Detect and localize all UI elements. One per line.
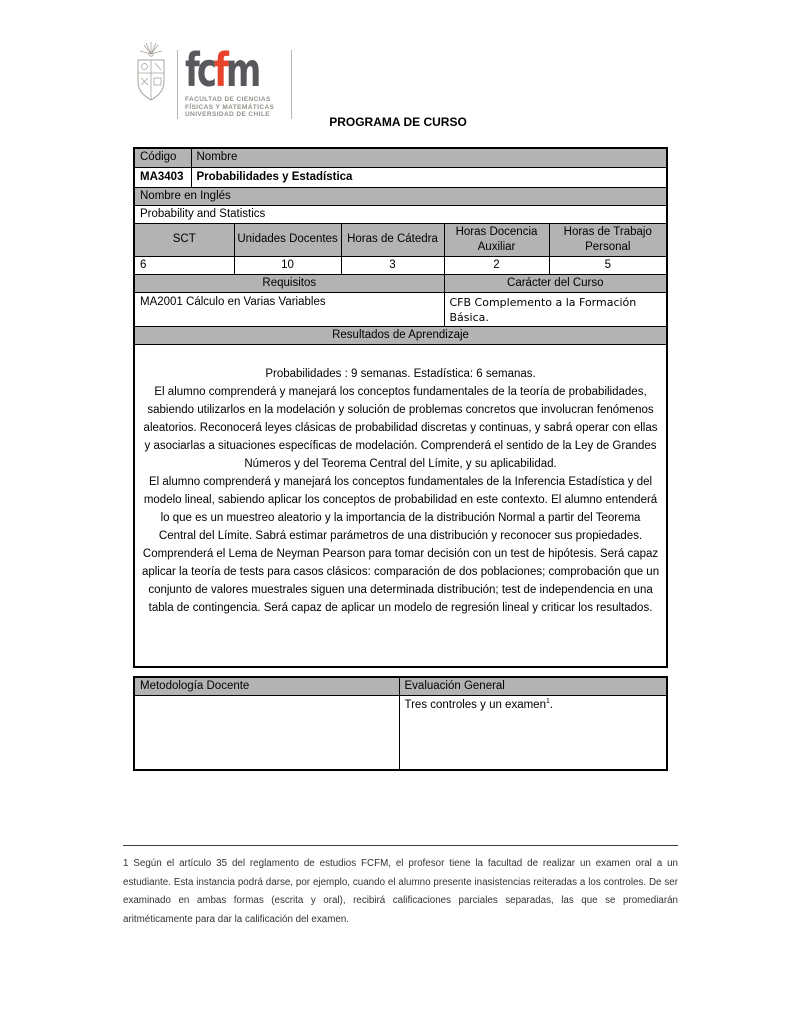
codigo-value: MA3403 xyxy=(134,167,191,187)
hours-header-row xyxy=(134,223,667,256)
metodologia-value xyxy=(134,696,399,770)
caracter-value: CFB Complemento a la Formación Básica. xyxy=(444,292,667,326)
requisitos-value-row xyxy=(134,292,667,326)
requisitos-header-row xyxy=(134,274,667,292)
evaluacion-period: . xyxy=(549,699,554,711)
requisitos-value: MA2001 Cálculo en Varias Variables xyxy=(134,292,444,326)
horas-catedra-header: Horas de Cátedra xyxy=(341,223,444,256)
nombre-ingles-value: Probability and Statistics xyxy=(134,205,667,223)
code-name-header-row xyxy=(134,148,667,167)
resultados-paragraph-2: El alumno comprenderá y manejará los conceptos fundamentales de la Inferencia Estadística y del modelo lineal, sabiendo aplicar los conceptos de probabilidad en este contexto. El alumno entenderá lo que es un muestreo aleatorio y la importancia de la distribución Normal a partir del Teorema Central del Límite. Sabrá estimar parámetros de una distribución y reconocer sus propiedades. Comprenderá el Lema de Neyman Pearson para tomar decisión con un test de hipótesis. Será capaz aplicar la teoría de tests para casos clásicos: comparación de dos poblaciones; comprobación que un conjunto de valores muestrales siguen una determinada distribución; test de independencia en una tabla de contingencia. Será capaz de aplicar un modelo de regresión lineal y criticar los resultados. xyxy=(141,475,660,614)
caption-line-1: FACULTAD DE CIENCIAS xyxy=(185,96,271,103)
footnote xyxy=(123,845,678,929)
unidades-docentes-value: 10 xyxy=(234,256,341,274)
fcfm-wordmark xyxy=(177,43,292,119)
page-title: PROGRAMA DE CURSO xyxy=(329,115,467,129)
horas-trabajo-personal-value: 5 xyxy=(549,256,667,274)
wordmark-m: m xyxy=(225,43,259,97)
horas-docencia-auxiliar-value: 2 xyxy=(444,256,549,274)
code-name-value-row xyxy=(134,167,667,187)
caracter-label: Carácter del Curso xyxy=(444,274,667,292)
metodologia-label: Metodología Docente xyxy=(134,677,399,696)
resultados-paragraph-1: El alumno comprenderá y manejará los conceptos fundamentales de la teoría de probabilidades, sabiendo utilizarlos en la modelación y solución de problemas concretos que involucran fenómenos aleatorios. Reconocerá leyes clásicas de probabilidad discretas y continuas, y sabrá operar con ellas y asociarlas a situaciones específicas de modelación. Comprenderá el sentido de la Ley de Grandes Números y del Teorema Central del Límite, y su aplicabilidad. xyxy=(143,385,658,470)
evaluacion-value xyxy=(399,696,667,770)
resultados-header-row xyxy=(134,326,667,344)
english-name-value-row xyxy=(134,205,667,223)
sct-header: SCT xyxy=(134,223,234,256)
university-crest-icon xyxy=(131,42,171,108)
method-eval-header-row xyxy=(134,677,667,696)
unidades-docentes-header: Unidades Docentes xyxy=(234,223,341,256)
footnote-text: 1 Según el artículo 35 del reglamento de estudios FCFM, el profesor tiene la facultad de realizar un examen oral a un estudiante. Esta instancia podrá darse, por ejemplo, cuando el alumno presente inasistencias reiteradas a los controles. De ser examinado en ambas formas (escrita y oral), recibirá calificaciones parciales separadas, las que se promediarán aritméticamente para dar la calificación del examen. xyxy=(123,858,678,925)
resultados-body xyxy=(134,344,667,667)
nombre-value: Probabilidades y Estadística xyxy=(191,167,667,187)
english-name-header-row xyxy=(134,187,667,205)
fcfm-logo xyxy=(131,42,292,119)
codigo-label: Código xyxy=(134,148,191,167)
requisitos-label: Requisitos xyxy=(134,274,444,292)
resultados-label: Resultados de Aprendizaje xyxy=(134,326,667,344)
method-eval-value-row xyxy=(134,696,667,770)
nombre-label: Nombre xyxy=(191,148,667,167)
resultados-body-row xyxy=(134,344,667,667)
horas-catedra-value: 3 xyxy=(341,256,444,274)
sct-value: 6 xyxy=(134,256,234,274)
course-info-table xyxy=(133,147,668,668)
wordmark-accent-f: f xyxy=(214,43,226,97)
nombre-ingles-label: Nombre en Inglés xyxy=(134,187,667,205)
hours-values-row xyxy=(134,256,667,274)
resultados-intro: Probabilidades : 9 semanas. Estadística: 6 semanas. xyxy=(265,367,536,380)
horas-trabajo-personal-header: Horas de Trabajo Personal xyxy=(549,223,667,256)
wordmark-fc: fc xyxy=(185,43,215,97)
caption-line-2: FÍSICAS Y MATEMÁTICAS xyxy=(185,103,275,111)
horas-docencia-auxiliar-header: Horas Docencia Auxiliar xyxy=(444,223,549,256)
evaluacion-label: Evaluación General xyxy=(399,677,667,696)
methodology-evaluation-table xyxy=(133,676,668,771)
evaluacion-text: Tres controles y un examen xyxy=(404,699,546,711)
caption-line-3: UNIVERSIDAD DE CHILE xyxy=(185,111,270,118)
footnote-reference-mark: 1 xyxy=(545,698,550,706)
